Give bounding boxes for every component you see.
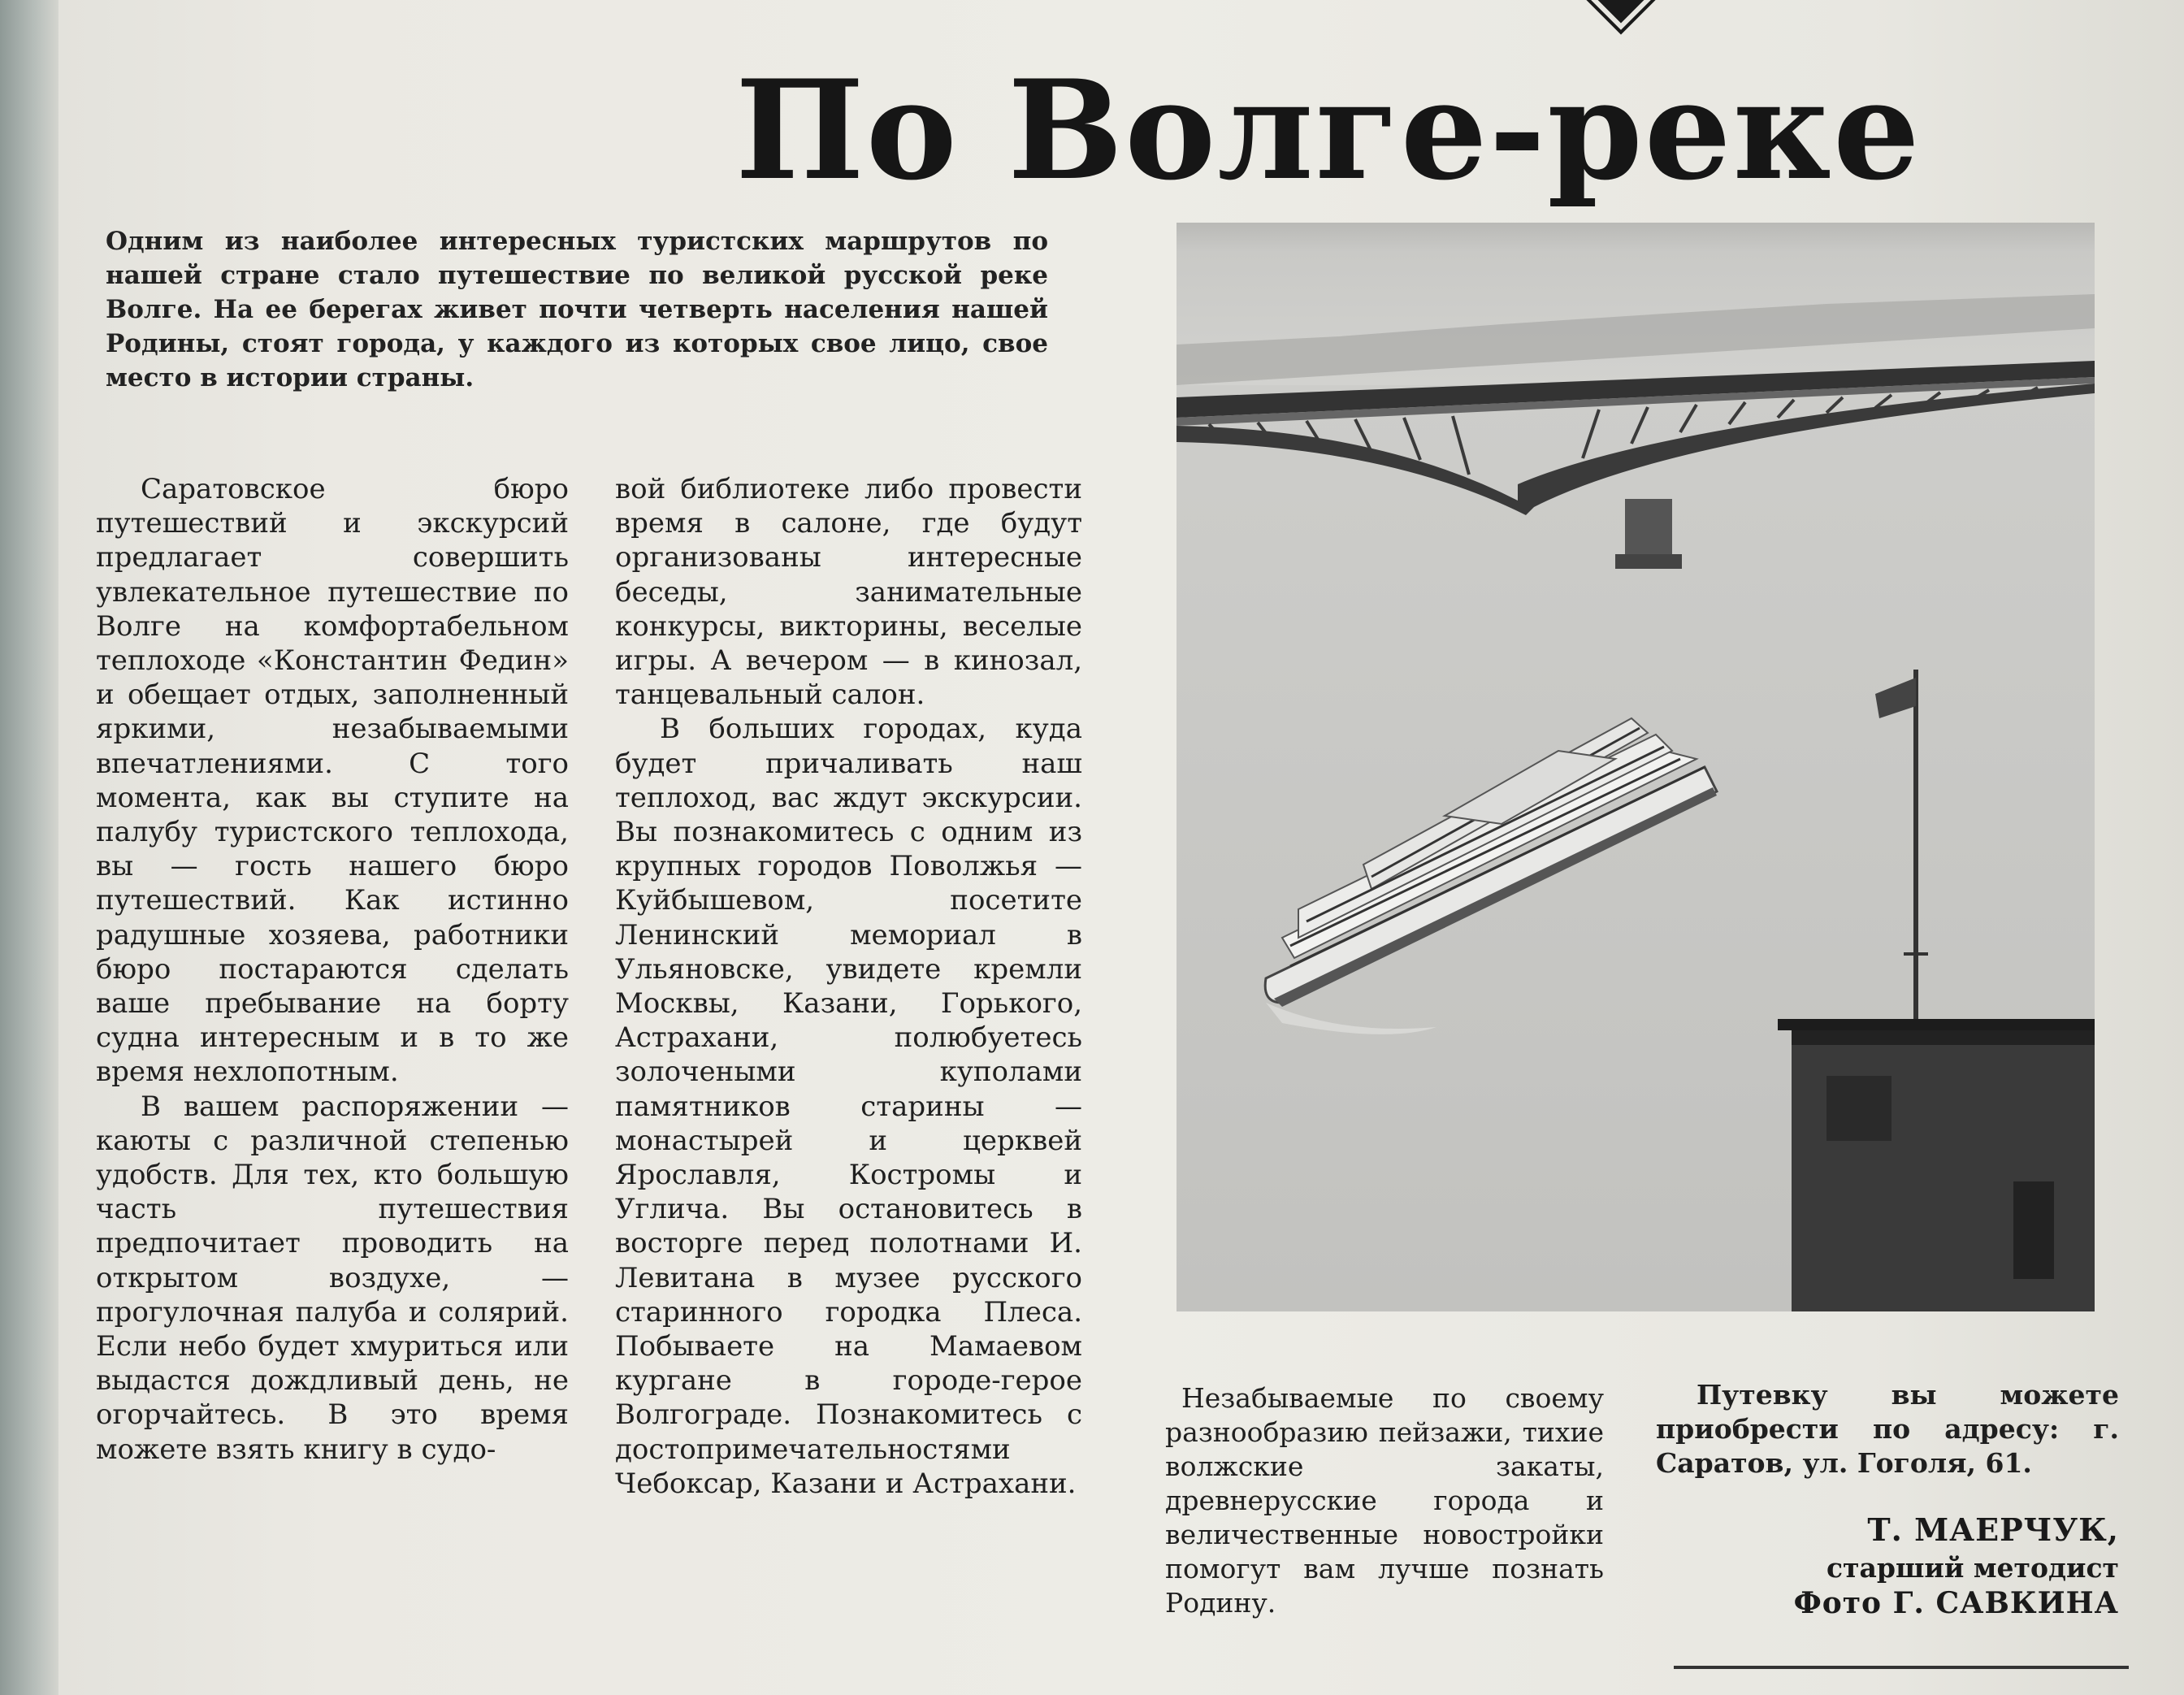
photo-ship-and-bridge [1176,223,2095,1311]
bottom-rule [1674,1666,2129,1669]
column2-continuation: вой библиотеке либо провести время в салоне, где будут организованы интересные беседы, занимательные конкурсы, викторины, веселые игры. А вечером — в кинозал, танцевальный салон. [615,473,1082,712]
page-edge-shadow [0,0,58,1695]
photo-caption [1165,1381,1604,1620]
author-name: Т. МАЕРЧУК, [1867,1511,2119,1548]
column1-paragraph-1: Саратовское бюро путешествий и экскурсий предлагает совершить увлекательное путешествие по Волге на комфортабельном теплоходе «Константин Федин» и обещает отдых, заполненный яркими, незабываемыми впечатлениями. С того момента, как вы ступите на палубу туристского теплохода, вы — гость нашего бюро путешествий. Как истинно радушные хозяева, работники бюро постараются сделать ваше пребывание на борту судна интересным и в то же время нехлопотным. [96,473,569,1089]
column1-paragraph-2: В вашем распоряжении — каюты с различной степенью удобств. Для тех, кто большую часть путешествия предпочитает проводить на открытом воздухе, — прогулочная палуба и солярий. Если небо будет хмуриться или выдастся дождливый день, не огорчайтесь. В это время можете взять книгу в судо- [96,1090,569,1466]
article-lead: Одним из наиболее интересных туристских маршрутов по нашей стране стало путешествие по великой русской реке Волге. На ее берегах живет почти четверть населения нашей Родины, стоят города, у каждого из которых свое лицо, свое место в истории страны. [106,227,1048,392]
caption-text: Незабываемые по своему разнообразию пейзажи, тихие волжские закаты, древнерусские города и величественные новостройки помогут вам лучше познать Родину. [1165,1382,1604,1619]
address-block [1656,1378,2119,1480]
author-title: старший методист [1826,1552,2119,1584]
address-text: Путевку вы можете приобрести по адресу: г. Саратов, ул. Гоголя, 61. [1656,1379,2119,1479]
article-title: По Волге-реке [735,50,1922,210]
column2-paragraph-1: В больших городах, куда будет причаливать наш теплоход, вас ждут экскурсии. Вы познакомитесь с одним из крупных городов Поволжья — Куйбышевом, посетите Ленинский мемориал в Ульяновске, увидете кремли Москвы, Казани, Горького, Астрахани, полюбуетесь золочеными куполами памятников старины — монастырей и церквей Ярославля, Костромы и Углича. Вы остановитесь в восторге перед полотнами И. Левитана в музее русского старинного городка Плеса. Побываете на Мамаевом кургане в городе-герое Волгограде. Познакомитесь с достопримечательностями Чебоксар, Казани и Астрахани. [615,713,1082,1500]
ornament-diamond [1546,0,1696,30]
photo-credit: Фото Г. САВКИНА [1793,1586,2119,1620]
article-column-2 [615,472,1082,1501]
article-column-1 [96,472,569,1467]
